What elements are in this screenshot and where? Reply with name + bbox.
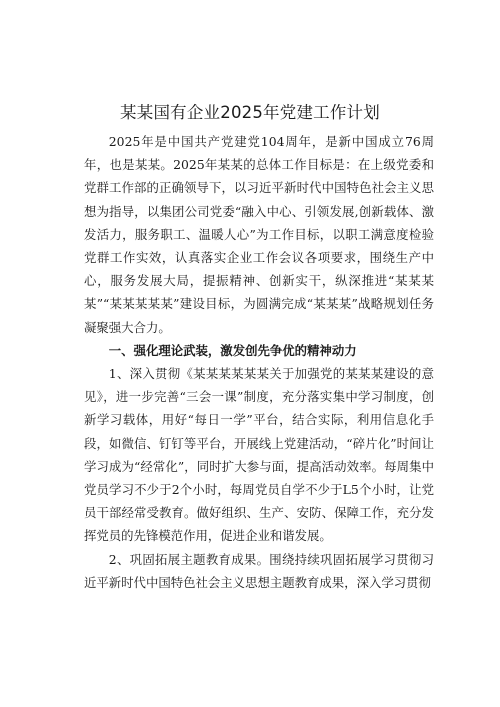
document-body <box>84 130 434 594</box>
item-1-paragraph: 1、深入贯彻《某某某某某某关于加强党的某某某建设的意见》，进一步完善“三会一课”制度，充分落实集中学习制度，创新学习载体，用好“每日一学”平台，结合实际，利用信息化手段，如微信、钉钉等平台，开展线上党建活动，“碎片化”时间让学习成为“经常化”，同时扩大参与面，提高活动效率。每周集中党员学习不少于2个小时，每周党员自学不少于L5个小时，让党员干部经常受教育。做好组织、生产、安防、保障工作，充分发挥党员的先锋模范作用，促进企业和谐发展。 <box>84 366 434 544</box>
document-title: 某某国有企业2025年党建工作计划 <box>120 103 380 123</box>
section-heading-1: 一、强化理论武装，激发创先争优的精神动力 <box>108 342 357 358</box>
item-2-paragraph: 2、巩固拓展主题教育成果。围绕持续巩固拓展学习贯彻习近平新时代中国特色社会主义思想主题教育成果，深入学习贯彻 <box>84 551 434 590</box>
intro-paragraph: 2025年是中国共产党建党104周年，是新中国成立76周年，也是某某。2025年某某的总体工作目标是：在上级党委和党群工作部的正确领导下，以习近平新时代中国特色社会主义思想为指导，以集团公司党委“融入中心、引领发展,创新载体、激发活力，服务职工、温暖人心”为工作目标，以职工满意度检验党群工作实效，认真落实企业工作会议各项要求，围绕生产中心，服务发展大局，提振精神、创新实干，纵深推进“某某某某”“某某某某某”建设目标，为圆满完成“某某某”战略规划任务凝聚强大合力。 <box>84 134 434 335</box>
